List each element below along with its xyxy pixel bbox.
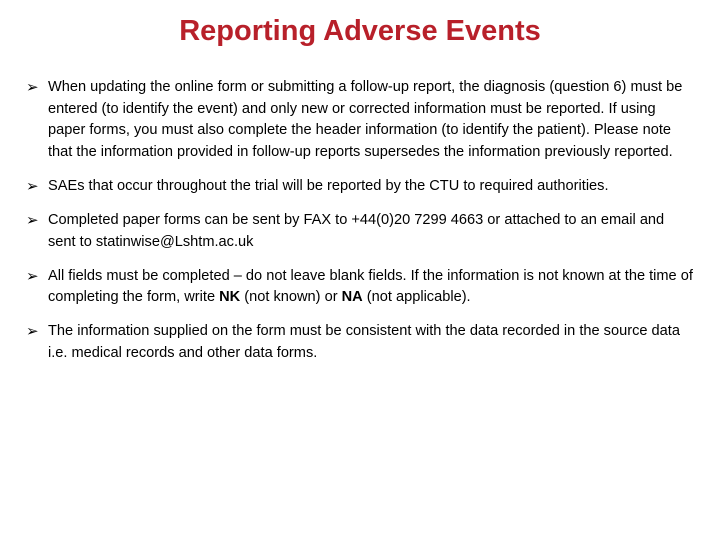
- arrowhead-bullet-icon: ➢: [26, 210, 39, 229]
- arrowhead-bullet-icon: ➢: [26, 78, 39, 96]
- arrowhead-bullet-icon: ➢: [26, 266, 39, 285]
- bullet-text: The information supplied on the form must be consistent with the data recorded in the source data i.e. medical records and other data forms.: [48, 323, 680, 361]
- page-title: Reporting Adverse Events: [179, 15, 541, 47]
- arrowhead-bullet-icon: ➢: [26, 176, 39, 195]
- bullet-text: When updating the online form or submitting a follow-up report, the diagnosis (question 6) must be entered (to identify the event) and only new or corrected information must be reported. If using paper forms, you must also complete the header information (to identify the patient). Please note that the information provided in follow-up reports supersedes the information previously reported.: [48, 79, 683, 160]
- nk-abbreviation: NK: [219, 289, 241, 306]
- arrowhead-bullet-icon: ➢: [26, 322, 39, 341]
- list-item: [26, 77, 694, 163]
- bullet-text-part: (not known) or: [240, 289, 342, 306]
- bullet-list: [26, 77, 694, 377]
- bullet-text-part: All fields must be completed – do not leave blank fields. If the information is not known at the time of completing the form, write: [48, 267, 693, 306]
- list-item: [26, 176, 694, 198]
- list-item: [26, 210, 694, 253]
- list-item: [26, 321, 694, 364]
- na-abbreviation: NA: [341, 289, 363, 306]
- bullet-text: Completed paper forms can be sent by FAX to +44(0)20 7299 4663 or attached to an email and sent to statinwise@Lshtm.ac.uk: [48, 211, 665, 250]
- bullet-text: SAEs that occur throughout the trial will be reported by the CTU to required authorities.: [48, 177, 609, 194]
- bullet-text-part: (not applicable).: [362, 289, 471, 306]
- bullet-text: [48, 268, 693, 306]
- list-item: [26, 266, 694, 309]
